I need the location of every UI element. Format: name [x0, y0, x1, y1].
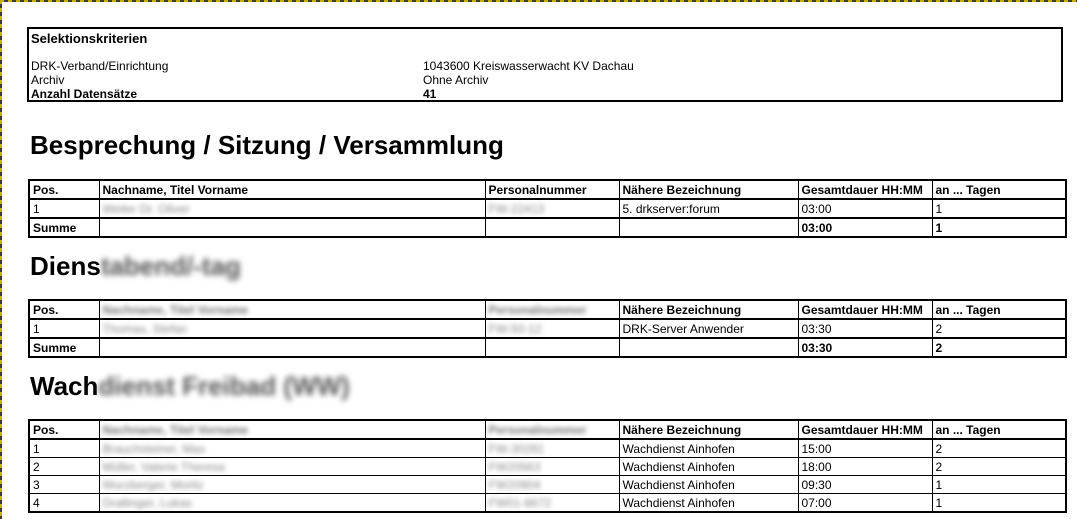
col-dauer: Gesamtdauer HH:MM [798, 180, 932, 199]
cell-dauer: 09:30 [798, 476, 932, 494]
cell-pos: 1 [29, 319, 99, 338]
criteria-row-verband [31, 59, 1061, 73]
col-tage: an ... Tagen [932, 300, 1066, 319]
table-row [29, 458, 1066, 476]
col-pos: Pos. [29, 300, 99, 319]
cell-name: Drallinger, Lukas [99, 494, 485, 513]
table-row [29, 476, 1066, 494]
table-header-row [29, 300, 1066, 319]
table-row [29, 319, 1066, 338]
cell-bezeichnung: Wachdienst Ainhofen [619, 476, 798, 494]
cell-pos: 1 [29, 199, 99, 218]
col-name: Nachname, Titel Vorname [99, 420, 485, 439]
criteria-key: DRK-Verband/Einrichtung [31, 59, 169, 73]
col-dauer: Gesamtdauer HH:MM [798, 300, 932, 319]
cell-dauer: 15:00 [798, 439, 932, 458]
cell-personalnummer: FW20563 [485, 458, 619, 476]
cell-bezeichnung: Wachdienst Ainhofen [619, 494, 798, 513]
selection-criteria-box [27, 27, 1063, 102]
col-pos: Pos. [29, 420, 99, 439]
sum-empty [619, 338, 798, 357]
sum-tage: 2 [932, 338, 1066, 357]
criteria-title: Selektionskriterien [31, 31, 148, 46]
table-row [29, 439, 1066, 458]
section-title-besprechung: Besprechung / Sitzung / Versammlung [30, 130, 504, 160]
col-bezeichnung: Nähere Bezeichnung [619, 420, 798, 439]
table-sum-row [29, 218, 1066, 237]
page-border-left [0, 0, 2, 519]
criteria-row-count [31, 87, 1061, 101]
col-bezeichnung: Nähere Bezeichnung [619, 300, 798, 319]
criteria-row-archiv [31, 73, 1061, 87]
cell-name: Brauchsteiner, Max [99, 439, 485, 458]
cell-dauer: 18:00 [798, 458, 932, 476]
cell-pos: 2 [29, 458, 99, 476]
cell-bezeichnung: Wachdienst Ainhofen [619, 439, 798, 458]
cell-tage: 1 [932, 494, 1066, 513]
table-header-row [29, 180, 1066, 199]
table-row [29, 494, 1066, 513]
col-bezeichnung: Nähere Bezeichnung [619, 180, 798, 199]
sum-empty [619, 218, 798, 237]
cell-tage: 2 [932, 458, 1066, 476]
sum-dauer: 03:30 [798, 338, 932, 357]
col-tage: an ... Tagen [932, 420, 1066, 439]
col-personalnummer: Personalnummer [485, 180, 619, 199]
col-name: Nachname, Titel Vorname [99, 300, 485, 319]
col-personalnummer: Personalnummer [485, 300, 619, 319]
cell-name: Müller, Valerie Theresa [99, 458, 485, 476]
col-pos: Pos. [29, 180, 99, 199]
criteria-value: 41 [423, 87, 437, 101]
cell-personalnummer: FW-50-12 [485, 319, 619, 338]
cell-pos: 1 [29, 439, 99, 458]
cell-personalnummer: FW20904 [485, 476, 619, 494]
cell-bezeichnung: Wachdienst Ainhofen [619, 458, 798, 476]
table-besprechung [28, 179, 1067, 238]
col-tage: an ... Tagen [932, 180, 1066, 199]
criteria-key: Anzahl Datensätze [31, 87, 138, 101]
criteria-value: 1043600 Kreiswasserwacht KV Dachau [423, 59, 634, 73]
table-wachdienst [28, 419, 1067, 513]
table-row [29, 199, 1066, 218]
cell-tage: 2 [932, 439, 1066, 458]
criteria-key: Archiv [31, 73, 65, 87]
col-name: Nachname, Titel Vorname [99, 180, 485, 199]
sum-empty [485, 338, 619, 357]
cell-bezeichnung: 5. drkserver:forum [619, 199, 798, 218]
sum-empty [485, 218, 619, 237]
table-dienstabend [28, 299, 1067, 358]
cell-name: Wurzberger, Moritz [99, 476, 485, 494]
section-title-dienstabend [30, 251, 241, 282]
cell-dauer: 03:30 [798, 319, 932, 338]
sum-empty [99, 338, 485, 357]
sum-tage: 1 [932, 218, 1066, 237]
section-title-blurred: dienst Freibad (WW) [98, 371, 350, 401]
cell-bezeichnung: DRK-Server Anwender [619, 319, 798, 338]
cell-name: Thomas, Stefan [99, 319, 485, 338]
cell-personalnummer: FW-30281 [485, 439, 619, 458]
cell-personalnummer: FW-22413 [485, 199, 619, 218]
cell-dauer: 03:00 [798, 199, 932, 218]
cell-tage: 2 [932, 319, 1066, 338]
cell-pos: 3 [29, 476, 99, 494]
col-dauer: Gesamtdauer HH:MM [798, 420, 932, 439]
sum-dauer: 03:00 [798, 218, 932, 237]
section-title-visible: Diens [30, 251, 101, 281]
criteria-value: Ohne Archiv [423, 73, 489, 87]
cell-personalnummer: FW01-8672 [485, 494, 619, 513]
sum-label: Summe [29, 218, 99, 237]
cell-dauer: 07:00 [798, 494, 932, 513]
cell-pos: 4 [29, 494, 99, 513]
cell-tage: 1 [932, 199, 1066, 218]
page-border-top [0, 0, 1077, 2]
section-title-visible: Wach [30, 371, 99, 401]
cell-name: Weiler Dr. Oliver [99, 199, 485, 218]
section-title-blurred: tabend/-tag [100, 251, 241, 281]
sum-label: Summe [29, 338, 99, 357]
section-title-wachdienst [30, 371, 350, 402]
cell-tage: 1 [932, 476, 1066, 494]
table-sum-row [29, 338, 1066, 357]
col-personalnummer: Personalnummer [485, 420, 619, 439]
sum-empty [99, 218, 485, 237]
table-header-row [29, 420, 1066, 439]
